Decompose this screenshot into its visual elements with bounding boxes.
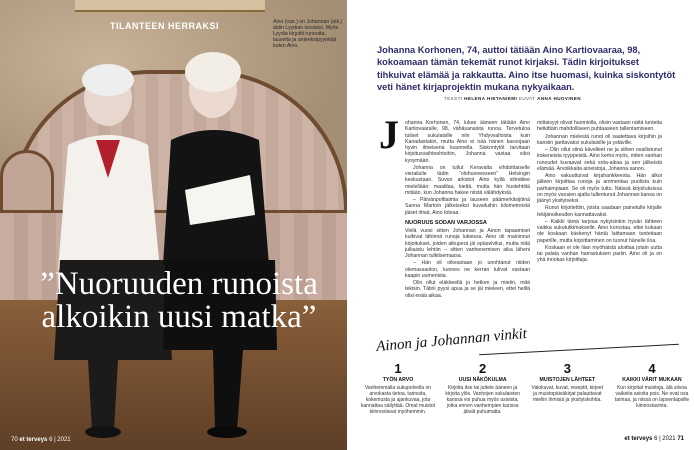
tip-heading: MUISTOJEN LÄHTEET bbox=[539, 377, 596, 383]
magazine-name-right: et terveys bbox=[624, 436, 653, 442]
tip-heading: UUSI NÄKÖKULMA bbox=[458, 377, 507, 383]
tip-text: Vanhemmalla sukupolvella on arvokasta tietoa, tarinoita, kokemusta ja ajankuvaa, jota kannattaa säilyttää. Omat muistot kiinnostavat myöhemmin. bbox=[360, 385, 436, 415]
body-paragraph: Aino vakuuttuivat kirjahankkeesta. Hän alkoi jälleen kirjoittaa runoja ja ammentaa puolista kuin parhaimpiaan. Se oli myös tuttu. Näissä kirjoituksissa on myös vuosien ajalta tallentunut Johannan kansa on jäänyt yksityiseksi. bbox=[537, 173, 662, 204]
body-paragraph: Johannan mielestä runot oli saatettava kirjoihin ja kansiin jaettavaksi sukulaisille ja ystäville. bbox=[537, 133, 662, 146]
body-subhead: NUORUUS SODAN VARJOSSA bbox=[405, 219, 487, 226]
folio-left bbox=[11, 437, 71, 443]
tips-rule bbox=[479, 344, 679, 355]
tip-text: Kirjoita itse tai juttele ääneen ja kirjoita ylös. Vanhojen sukulaisten kanssa voi puhua myös asioista, jotka ennen vanhempien kanssa jäivät puhumatta. bbox=[445, 385, 520, 415]
body-paragraph: – Kaikki tämä tarjoaa nykyisinkin hyvän lähteen vaikka sukututkimukselle. Aino korostaa, ettei kukaan ole koskaan käskenyt häntä laittamaan tunteitaan paperille, mutta kirjoittaminen on tuonut hänelle iloa. bbox=[537, 218, 662, 244]
body-paragraph: Johanna on tullut Keravalta vihdoittaiselle vierailulle tädin ”olohuoneeseen” Helsingin keskustaan. Suvun arkistot Aino kyllä silmäilee mielellään: maatilaa, kieltä, mutta hän huolehtiitä mitään, kun Johanna hakee niistä välähdyksiä. bbox=[405, 164, 530, 196]
byline-photo-label: KUVAT bbox=[518, 96, 536, 101]
picture-frame bbox=[75, 0, 265, 12]
tip-item bbox=[529, 362, 605, 415]
issue-left: 6 | 2021 bbox=[49, 437, 71, 443]
page-number-right: 71 bbox=[677, 436, 684, 442]
tip-item bbox=[614, 362, 690, 415]
body-paragraph: Runot kirjoitettiin, joista saadaan painetulle kirjalle tekijänoikeuden kannattavaksi. bbox=[537, 205, 662, 218]
tip-number: 3 bbox=[563, 361, 571, 376]
byline-text-label: TEKSTI bbox=[444, 96, 463, 101]
page-number-left: 70 bbox=[11, 437, 18, 443]
body-paragraph: – Olin ollut siinä kävelleet ne ja siihen osallistunut kokeneista tyyppeistä. Aino kertoi myös, miten vanhan runoudet kuvaavat sekä sota-aikaa ja sen jälkeistä elämää. Arvoikkaita aineistoja, Johanna sanoo. bbox=[537, 147, 662, 172]
tip-heading: TYÖN ARVO bbox=[382, 377, 414, 383]
body-column-1 bbox=[379, 112, 530, 300]
magazine-name-left: et terveys bbox=[19, 437, 48, 443]
body-paragraph: Koskaan ei ole liian myöhäistä aloittaa jotain uutta tai palata vanhan harrastuksen pariin. Aino oli ja on yhä innokas kirjoittaja. bbox=[537, 244, 662, 264]
tip-text: Kun kirjoitat muistoja, älä siivoa vaikeita asioita pois. Ne ovat osa tarinaa, ja niissä on lapsenlapsille kiinnostavinta. bbox=[614, 385, 690, 409]
body-paragraph: mittaisyyt olivat huomiolla, olisin vastaan näitä tunteita hetkittäin mahdolliseen puhtaaseen tallentamiseen. bbox=[537, 120, 662, 133]
body-paragraph: – Päivänpolttaimia ja lauseen päämerkitsijöinä Sanna Martoin jälkeiseksi kuvailuihin kilometreistä jäiset ilmat, Aino toteaa. bbox=[405, 197, 530, 216]
tips-row bbox=[360, 362, 690, 415]
body-paragraph: – Hän oli oikeastaan jo unohtanut niiden olemassaolon, kunnes ne kerran tulivat vastaan kaapin uumenista. bbox=[405, 260, 530, 279]
tip-item bbox=[360, 362, 436, 415]
right-page-article bbox=[347, 0, 694, 450]
tip-heading: KAIKKI VÄRIT MUKAAN bbox=[622, 377, 682, 383]
body-paragraph: ohanna Korhonen, 74, lukee ääneen tätiään Aino Kartiovaaralle, 98, vähäsanaista runoa. Tervetuloa tuliset sukulaisille niin Yhdyvvalloista kuin Kanadastakin, mutta Aino ei nää hänen kasvojaan hyvin ilmeisenä kuunnella. Siskontytöt tarvitaan kirjoitusvaihtoehtoihin, Johanna vastaa siksi kysymään. bbox=[405, 120, 530, 164]
byline bbox=[444, 96, 581, 101]
drop-cap: J bbox=[379, 112, 399, 157]
tips-title: Ainon ja Johannan vinkit bbox=[375, 325, 528, 356]
body-paragraph: Vielä vuosi sitten Johannan ja Ainon tapaamiset kulkivat lähinnä runoja lukiessa. Aino oli maininnut kirjoitukset, joiden alkuperä jäi epäselviksi, mutta niitä julkaistu lehtiin – sitten vanhenemisen aika läheni Johannan tulkitsemassa. bbox=[405, 228, 530, 259]
elderly-woman-figure-right bbox=[155, 50, 285, 440]
tip-number: 2 bbox=[479, 361, 487, 376]
section-kicker: TILANTEEN HERRAKSI bbox=[110, 21, 220, 31]
photo-caption: Aino (vas.) on Johannan (oik.) äidin Lyydian isosisko. Myös Lyydia kirjoitti runoutta, lauseita ja anteeksipyyntöjä kuten Aino. bbox=[273, 19, 343, 49]
byline-photographer: ANNA HUOVINEN bbox=[537, 96, 581, 101]
lead-paragraph: Johanna Korhonen, 74, auttoi tätiään Aino Kartiovaaraa, 98, kokoamaan tämän tekemät runot kirjaksi. Tädin kirjoitukset tihkuivat elämää ja rakkautta. Aino itse huomasi, kuinka siskontytöt veti hänet kirjaprojektin mukana nykyaikaan. bbox=[377, 45, 676, 92]
body-column-2 bbox=[537, 120, 662, 265]
tip-number: 4 bbox=[648, 361, 656, 376]
byline-author: HELENA HIETANIEMI bbox=[464, 96, 518, 101]
body-paragraph: Olin ollut eläkkeellä jo hetken ja mietin, mitä tekisin. Tätini pyysi apua ja se jäi mieleen, ettei heillä olisi enää aikaa. bbox=[405, 280, 530, 299]
tip-item bbox=[445, 362, 521, 415]
tip-number: 1 bbox=[394, 361, 402, 376]
issue-right: 6 | 2021 bbox=[654, 436, 676, 442]
tip-text: Valokuvat, kuvat, reseptit, kirjeet ja muistopäiväkirjat palauttavat mieliin ihmisiä ja yksityiskohtia. bbox=[531, 385, 604, 403]
folio-right bbox=[624, 436, 684, 442]
headline-quote: ”Nuoruuden runoista alkoikin uusi matka” bbox=[40, 266, 318, 335]
